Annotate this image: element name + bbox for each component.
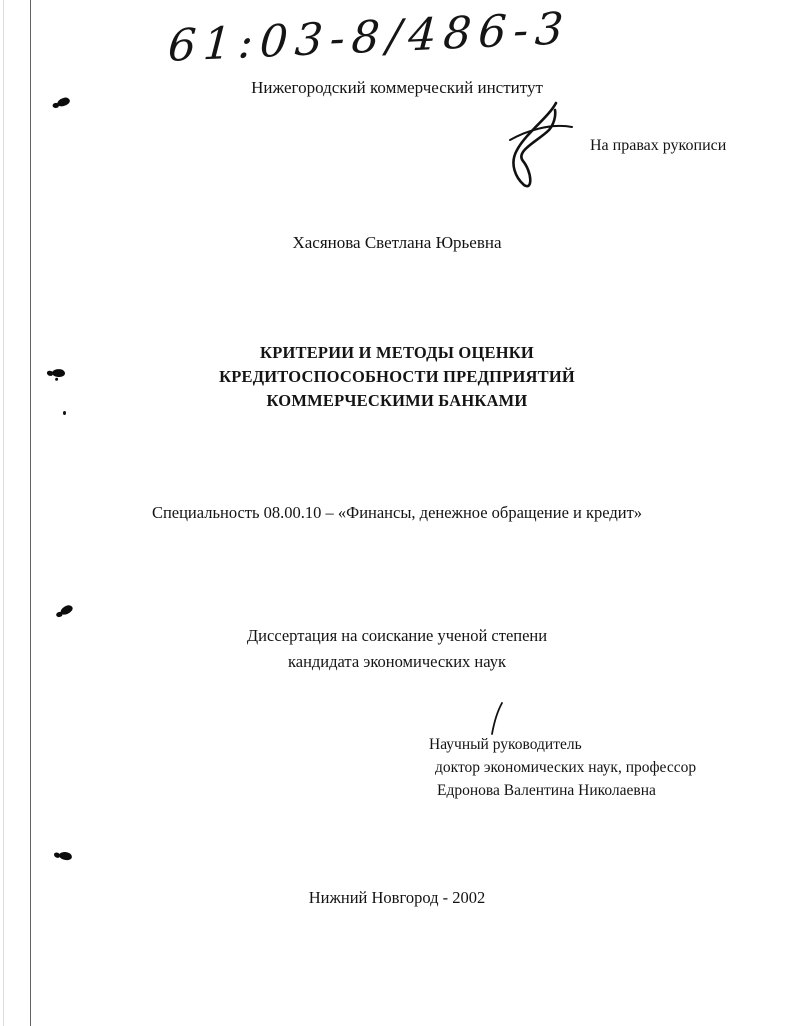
advisor-block — [429, 733, 696, 802]
title-line-1: КРИТЕРИИ И МЕТОДЫ ОЦЕНКИ — [260, 343, 534, 362]
author-name: Хасянова Светлана Юрьевна — [292, 233, 502, 252]
advisor-name: Едронова Валентина Николаевна — [437, 782, 656, 799]
institute-name: Нижегородский коммерческий институт — [251, 78, 543, 97]
manuscript-rights-note: На правах рукописи — [590, 137, 727, 154]
advisor-degree: доктор экономических наук, профессор — [435, 759, 697, 776]
degree-statement — [0, 623, 794, 675]
handwritten-signature — [492, 100, 580, 192]
degree-line-1: Диссертация на соискание ученой степени — [246, 626, 548, 645]
specialty-line: Специальность 08.00.10 – «Финансы, денежное обращение и кредит» — [151, 503, 643, 522]
degree-line-2: кандидата экономических наук — [287, 652, 506, 671]
title-line-2: КРЕДИТОСПОСОБНОСТИ ПРЕДПРИЯТИЙ — [219, 367, 575, 386]
title-line-3: КОММЕРЧЕСКИМИ БАНКАМИ — [266, 391, 528, 410]
ink-blot — [56, 97, 71, 108]
advisor-role: Научный руководитель — [429, 736, 582, 753]
dissertation-title — [0, 341, 794, 413]
pen-stroke-mark — [488, 702, 506, 736]
handwritten-call-number: 61:03-8/486-3 — [166, 3, 572, 72]
ink-blot — [59, 604, 74, 616]
city-and-year: Нижний Новгород - 2002 — [308, 888, 486, 907]
ink-blot — [58, 850, 73, 861]
